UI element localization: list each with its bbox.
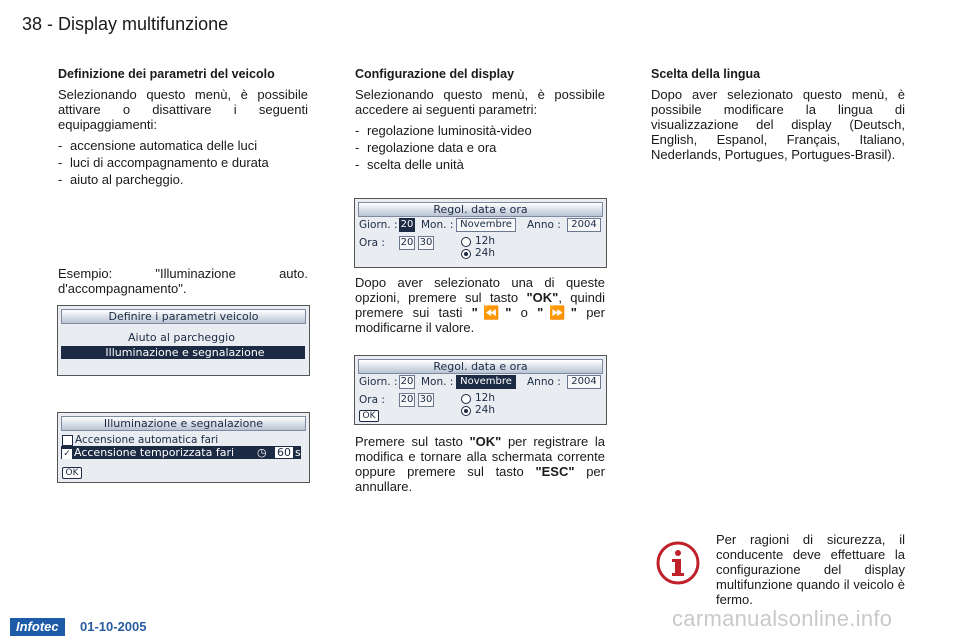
list-item: - scelta delle unità (355, 157, 605, 172)
list-item: - accensione automatica delle luci (58, 138, 308, 153)
select-option-text-block (355, 275, 605, 341)
select-option-text: Dopo aver selezionato una di queste opzioni, premere sul tasto "OK", quindi premere sui tasti "⏪" o "⏩" per modificarne il valore. (355, 275, 606, 335)
duration-value[interactable]: 60 (277, 446, 291, 459)
ok-button[interactable]: OK (62, 467, 82, 479)
section-heading: Configurazione del display (355, 67, 515, 81)
page-title: Display multifunzione (58, 14, 229, 34)
list-item: - regolazione data e ora (355, 140, 605, 155)
label-12h: 12h (475, 392, 496, 404)
info-icon (656, 541, 700, 585)
list-item: - aiuto al parcheggio. (58, 172, 308, 187)
month-field[interactable]: Novembre (456, 375, 516, 389)
day-field[interactable]: 20 (400, 376, 414, 387)
language-section (651, 67, 905, 168)
day-field[interactable]: 20 (400, 219, 414, 230)
year-field[interactable]: 2004 (567, 218, 601, 232)
timed-lights-row[interactable] (61, 446, 301, 459)
hour-field[interactable]: 20 (400, 237, 414, 248)
screen-date-time-month (354, 355, 607, 425)
screen-title: Regol. data e ora (358, 359, 603, 374)
page-number: 38 (22, 14, 43, 34)
auto-lights-label: Accensione automatica fari (75, 434, 219, 446)
radio-24h[interactable] (461, 249, 471, 259)
time-label: Ora : (359, 237, 385, 249)
day-label: Giorn. : (359, 376, 398, 388)
example-text: Esempio: "Illuminazione auto. d'accompagnamento". (58, 266, 308, 296)
footer-date: 01-10-2005 (80, 619, 147, 634)
section-heading: Scelta della lingua (651, 67, 761, 81)
minute-field[interactable]: 30 (419, 394, 433, 405)
parameter-list (355, 123, 605, 172)
section-text: Dopo aver selezionato questo menù, è possibile modificare la lingua di visualizzazione del display (Deutsch, English, Espanol, Français, Italiano, Nederlands, Portugues, Portugues-Brasil). (651, 87, 905, 162)
page-header: 38 - Display multifunzione (22, 14, 229, 34)
screen-date-time-day (354, 198, 607, 268)
month-field[interactable]: Novembre (456, 218, 516, 232)
hour-field[interactable]: 20 (400, 394, 414, 405)
year-field[interactable]: 2004 (567, 375, 601, 389)
confirm-text: Premere sul tasto "OK" per registrare la modifica e tornare alla schermata corrente oppure premere sul tasto "ESC" per annullare. (355, 434, 605, 494)
day-label: Giorn. : (359, 219, 398, 231)
month-label: Mon. : (421, 219, 454, 231)
screen-lighting (57, 412, 310, 483)
section-heading: Definizione dei parametri del veicolo (58, 67, 275, 81)
year-label: Anno : (527, 376, 561, 388)
month-label: Mon. : (421, 376, 454, 388)
clock-icon: ◷ (257, 446, 267, 459)
time-label: Ora : (359, 394, 385, 406)
display-config-section (355, 67, 605, 174)
watermark: carmanualsonline.info (672, 606, 893, 631)
screen-title: Illuminazione e segnalazione (61, 416, 306, 431)
equipment-list (58, 138, 308, 187)
screen-vehicle-params (57, 305, 310, 376)
menu-item-lighting-selected[interactable]: Illuminazione e segnalazione (61, 346, 305, 359)
confirm-text-block (355, 434, 605, 500)
timed-lights-label: Accensione temporizzata fari (74, 446, 235, 459)
duration-unit: s (295, 446, 301, 459)
label-12h: 12h (475, 235, 496, 247)
screen-title: Regol. data e ora (358, 202, 603, 217)
screen-title: Definire i parametri veicolo (61, 309, 306, 324)
section-intro: Selezionando questo menù, è possibile attivare o disattivare i seguenti equipaggiamenti: (58, 87, 308, 132)
label-24h: 24h (475, 247, 496, 259)
checkbox-auto-lights[interactable] (62, 435, 73, 446)
check-icon: ✓ (63, 449, 71, 459)
list-item: - luci di accompagnamento e durata (58, 155, 308, 170)
minute-field[interactable]: 30 (419, 237, 433, 248)
list-item: - regolazione luminosità-video (355, 123, 605, 138)
vehicle-params-section (58, 67, 308, 189)
radio-24h[interactable] (461, 406, 471, 416)
safety-note: Per ragioni di sicurezza, il conducente deve effettuare la configurazione del display multifunzione quando il veicolo è fermo. (716, 532, 905, 607)
infotec-logo: Infotec (10, 618, 65, 636)
radio-12h[interactable] (461, 394, 471, 404)
year-label: Anno : (527, 219, 561, 231)
ok-button[interactable]: OK (359, 410, 379, 422)
radio-12h[interactable] (461, 237, 471, 247)
label-24h: 24h (475, 404, 496, 416)
section-intro: Selezionando questo menù, è possibile accedere ai seguenti parametri: (355, 87, 605, 117)
menu-item-parking-aid[interactable]: Aiuto al parcheggio (128, 331, 235, 344)
example-text-block (58, 266, 308, 302)
